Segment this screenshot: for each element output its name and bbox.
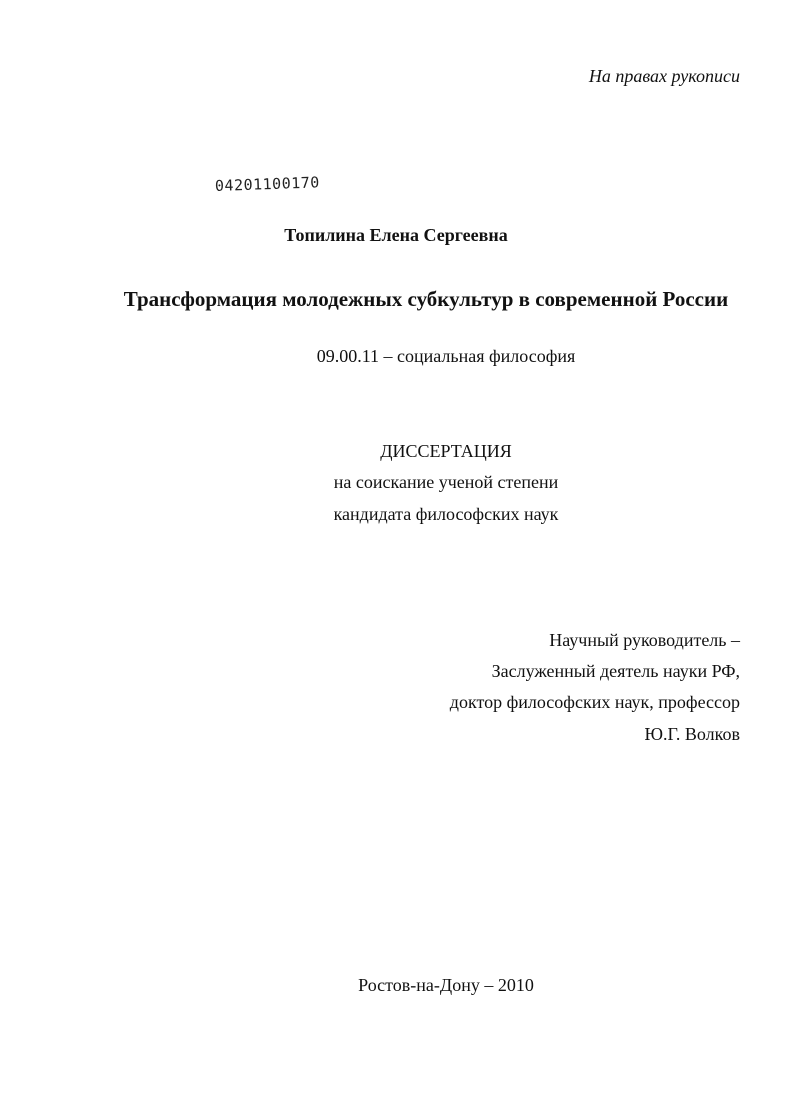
supervisor-degree: доктор философских наук, профессор — [449, 692, 740, 712]
degree-line-2: кандидата философских наук — [333, 504, 559, 524]
document-type: ДИССЕРТАЦИЯ — [380, 441, 512, 461]
dissertation-title: Трансформация молодежных субкультур в современной России — [123, 287, 729, 311]
supervisor-label: Научный руководитель – — [549, 630, 740, 650]
supervisor-name: Ю.Г. Волков — [644, 724, 740, 744]
archive-number-stamp: 04201100170 — [214, 173, 321, 195]
manuscript-rights-note: На правах рукописи — [588, 66, 740, 86]
supervisor-honor: Заслуженный деятель науки РФ, — [491, 661, 740, 681]
author-name: Топилина Елена Сергеевна — [284, 225, 508, 245]
degree-line-1: на соискание ученой степени — [333, 472, 559, 492]
place-and-year: Ростов-на-Дону – 2010 — [358, 975, 534, 995]
specialty-code: 09.00.11 – социальная философия — [316, 346, 576, 366]
